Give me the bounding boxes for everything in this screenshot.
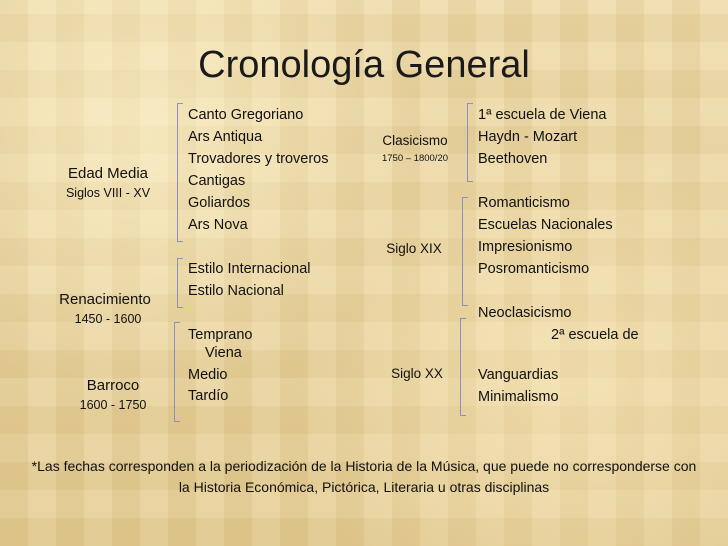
list-item: Ars Nova: [188, 217, 248, 233]
list-item: Vanguardias: [478, 367, 559, 383]
list-item: Temprano: [188, 327, 253, 343]
footnote: *Las fechas corresponden a la periodización de la Historia de la Música, que puede no corresponderse con la Historia Económica, Pictórica, Literaria u otras disciplinas: [31, 458, 697, 495]
era-name-clasicismo: Clasicismo: [382, 133, 448, 148]
list-item: Goliardos: [188, 195, 251, 211]
brace-edad-media: [177, 103, 183, 242]
list-item: 1ª escuela de Viena: [478, 107, 607, 123]
list-item: Posromanticismo: [478, 261, 590, 277]
list-item: Estilo Nacional: [188, 283, 284, 299]
era-dates-edad-media: Siglos VIII - XV: [65, 186, 151, 200]
list-item: Medio: [188, 367, 228, 383]
brace-siglo-xix: [462, 197, 468, 306]
list-item: Viena: [205, 345, 242, 361]
era-name-siglo-xix: Siglo XIX: [386, 241, 442, 256]
list-item: Romanticismo: [478, 195, 570, 211]
list-item: Neoclasicismo: [478, 305, 572, 321]
era-dates-barroco: 1600 - 1750: [79, 398, 147, 412]
brace-clasicismo: [467, 103, 473, 182]
era-name-barroco: Barroco: [86, 377, 140, 394]
era-name-edad-media: Edad Media: [67, 165, 149, 182]
list-item: Escuelas Nacionales: [478, 217, 613, 233]
brace-siglo-xx: [460, 318, 466, 416]
list-item: Beethoven: [478, 151, 548, 167]
list-item: Impresionismo: [478, 239, 573, 255]
list-item: Tardío: [188, 388, 229, 404]
list-item: Trovadores y troveros: [188, 151, 329, 167]
era-name-siglo-xx: Siglo XX: [391, 366, 443, 381]
list-item: Ars Antiqua: [188, 129, 263, 145]
list-item: Minimalismo: [478, 389, 559, 405]
era-dates-renacimiento: 1450 - 1600: [74, 312, 142, 326]
brace-barroco: [174, 322, 180, 422]
era-name-renacimiento: Renacimiento: [59, 291, 151, 308]
list-item: Estilo Internacional: [188, 261, 311, 277]
brace-renacimiento: [177, 258, 183, 308]
era-dates-clasicismo: 1750 – 1800/20: [381, 153, 449, 164]
list-item: Haydn - Mozart: [478, 129, 578, 145]
list-item: Canto Gregoriano: [188, 107, 304, 123]
list-item: Cantigas: [188, 173, 246, 189]
page-title: Cronología General: [198, 44, 530, 86]
list-item: 2ª escuela de: [551, 327, 639, 343]
